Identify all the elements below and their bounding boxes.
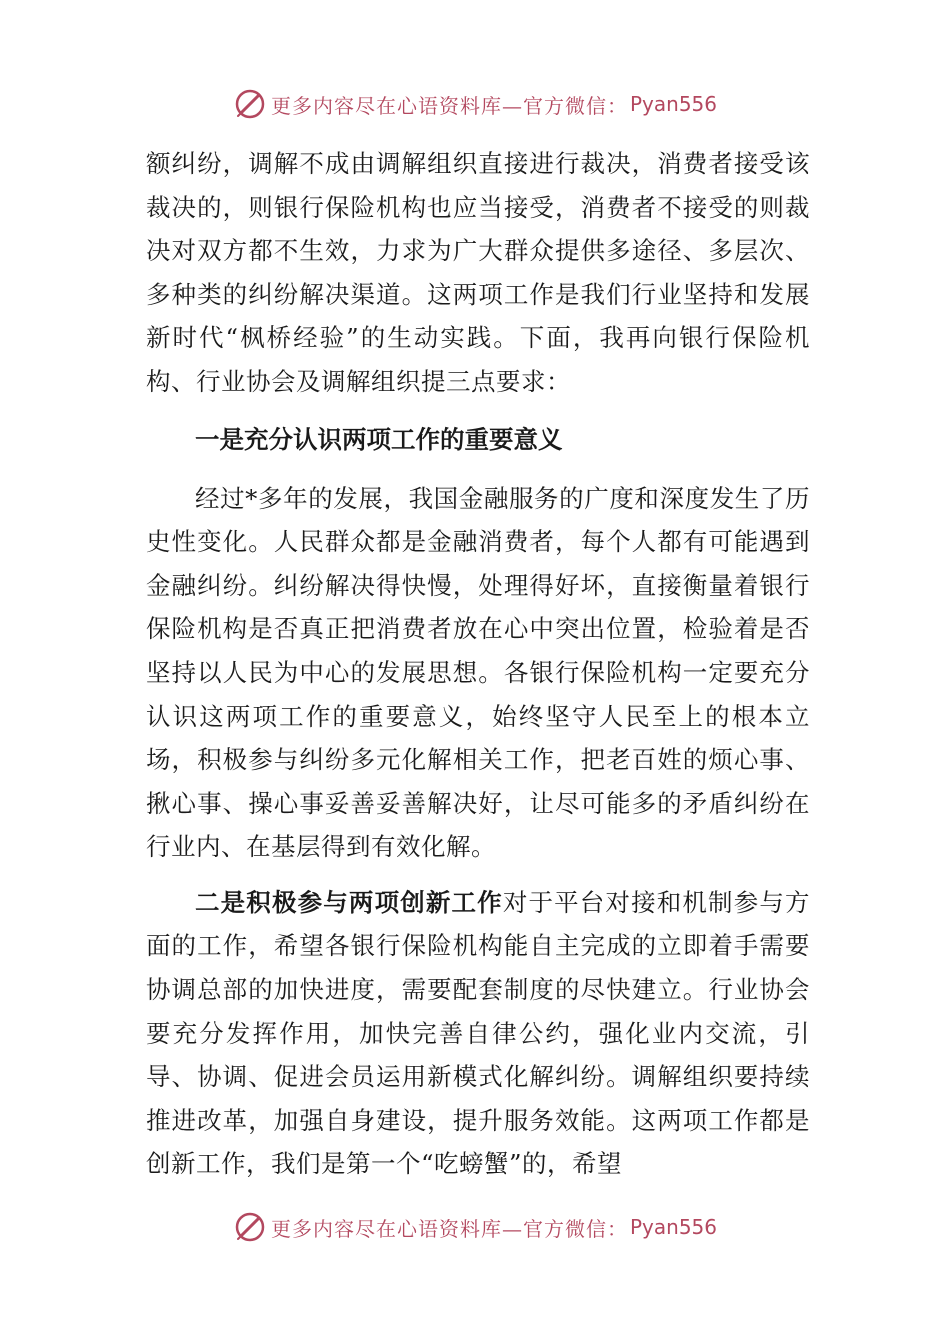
- banner-text: 更多内容尽在心语资料库—官方微信：: [270, 93, 628, 118]
- document-body: [146, 142, 810, 1186]
- banner-wechat-id: Pyan556: [629, 1215, 717, 1239]
- pen-logo-icon: [233, 87, 267, 121]
- paragraph-section-2-text: 对于平台对接和机制参与方面的工作，希望各银行保险机构能自主完成的立即着手需要协调总部的加快进度，需要配套制度的尽快建立。行业协会要充分发挥作用，加快完善自律公约，强化业内交流，引导、协调、促进会员运用新模式化解纠纷。调解组织要持续推进改革，加强自身建设，提升服务效能。这两项工作都是创新工作，我们是第一个“吃螃蟹”的，希望: [146, 887, 811, 1179]
- section-heading-1: 一是充分认识两项工作的重要意义: [195, 425, 563, 455]
- pen-logo-icon: [233, 1210, 267, 1244]
- section-heading-2: 二是积极参与两项创新工作: [195, 887, 503, 917]
- paragraph-section-1: 经过*多年的发展，我国金融服务的广度和深度发生了历史性变化。人民群众都是金融消费者，每个人都有可能遇到金融纠纷。纠纷解决得快慢，处理得好坏，直接衡量着银行保险机构是否真正把消费者放在心中突出位置，检验着是否坚持以人民为中心的发展思想。各银行保险机构一定要充分认识这两项工作的重要意义，始终坚守人民至上的根本立场，积极参与纠纷多元化解相关工作，把老百姓的烦心事、揪心事、操心事妥善妥善解决好，让尽可能多的矛盾纠纷在行业内、在基层得到有效化解。: [146, 483, 810, 862]
- paragraph-section-2: [146, 881, 810, 1186]
- watermark-banner-top: [0, 84, 950, 124]
- watermark-banner-bottom: [0, 1207, 950, 1247]
- banner-wechat-id: Pyan556: [629, 92, 717, 116]
- banner-text: 更多内容尽在心语资料库—官方微信：: [270, 1216, 628, 1241]
- paragraph-continuation: 额纠纷，调解不成由调解组织直接进行裁决，消费者接受该裁决的，则银行保险机构也应当接受，消费者不接受的则裁决对双方都不生效，力求为广大群众提供多途径、多层次、多种类的纠纷解决渠道。这两项工作是我们行业坚持和发展新时代“枫桥经验”的生动实践。下面，我再向银行保险机构、行业协会及调解组织提三点要求：: [146, 149, 810, 396]
